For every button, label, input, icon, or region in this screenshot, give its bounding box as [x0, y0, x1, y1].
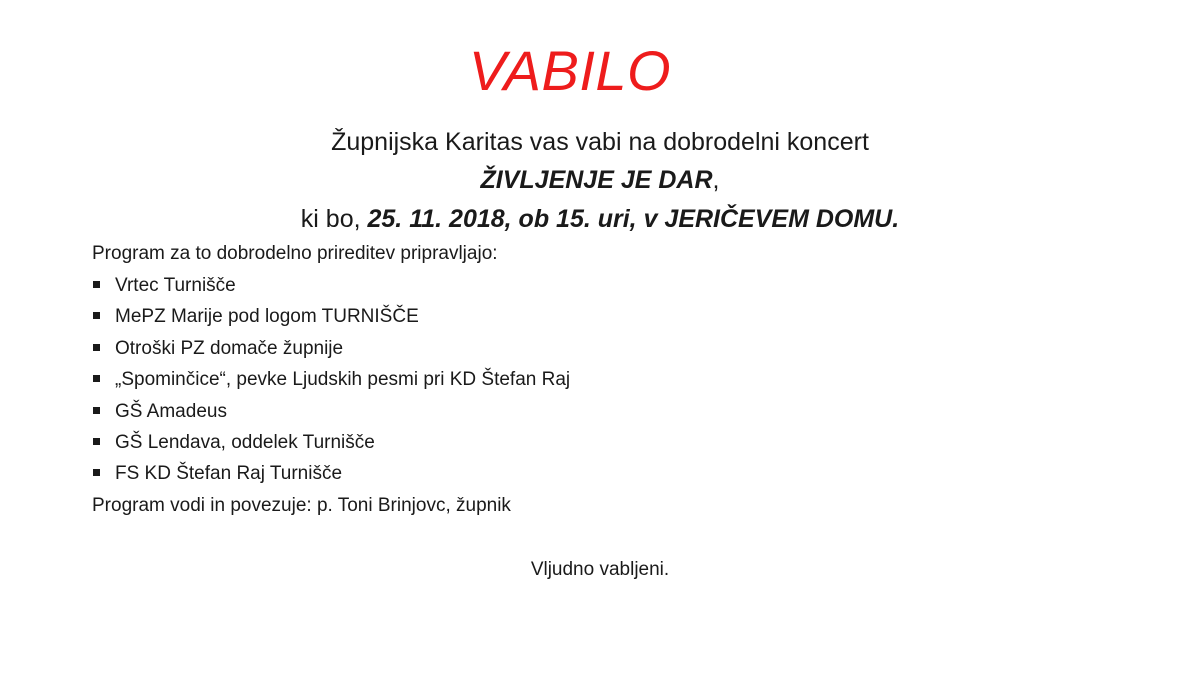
- performer-name: FS KD Štefan Raj Turnišče: [115, 463, 343, 485]
- bullet-icon: [93, 312, 100, 319]
- performers-list: [92, 272, 570, 492]
- performer-name: „Spominčice“, pevke Ljudskih pesmi pri KD Štefan Raj: [115, 369, 571, 391]
- list-item: [92, 460, 570, 491]
- bullet-icon: [93, 469, 100, 476]
- invitation-title: VABILO: [468, 39, 672, 102]
- event-details-prefix: ki bo,: [300, 205, 368, 233]
- bullet-icon: [93, 375, 100, 382]
- list-item: [92, 366, 570, 397]
- bullet-icon: [93, 438, 100, 445]
- event-date-time-place: 25. 11. 2018, ob 15. uri, v JERIČEVEM DOMU.: [367, 205, 900, 233]
- performer-name: GŠ Lendava, oddelek Turnišče: [115, 431, 375, 453]
- list-item: [92, 398, 570, 429]
- program-host: Program vodi in povezuje: p. Toni Brinjovc, župnik: [92, 495, 511, 516]
- bullet-icon: [93, 281, 100, 288]
- concert-name-suffix: ,: [712, 166, 720, 194]
- list-item: [92, 303, 570, 334]
- performer-name: Otroški PZ domače župnije: [115, 337, 344, 359]
- performer-name: MePZ Marije pod logom TURNIŠČE: [115, 306, 419, 328]
- list-item: [92, 272, 570, 303]
- concert-name-line: [0, 162, 1200, 198]
- bullet-icon: [93, 407, 100, 414]
- program-intro: Program za to dobrodelno prireditev pripravljajo:: [92, 243, 498, 264]
- bullet-icon: [93, 344, 100, 351]
- closing-greeting: Vljudno vabljeni.: [530, 559, 670, 580]
- list-item: [92, 335, 570, 366]
- performer-name: GŠ Amadeus: [115, 400, 227, 422]
- invitation-intro: [0, 124, 1200, 160]
- performer-name: Vrtec Turnišče: [115, 275, 236, 296]
- concert-name: ŽIVLJENJE JE DAR: [480, 166, 713, 194]
- invitation-intro-text: Župnijska Karitas vas vabi na dobrodelni koncert: [331, 128, 869, 156]
- event-details-line: [0, 201, 1200, 237]
- list-item: [92, 429, 570, 460]
